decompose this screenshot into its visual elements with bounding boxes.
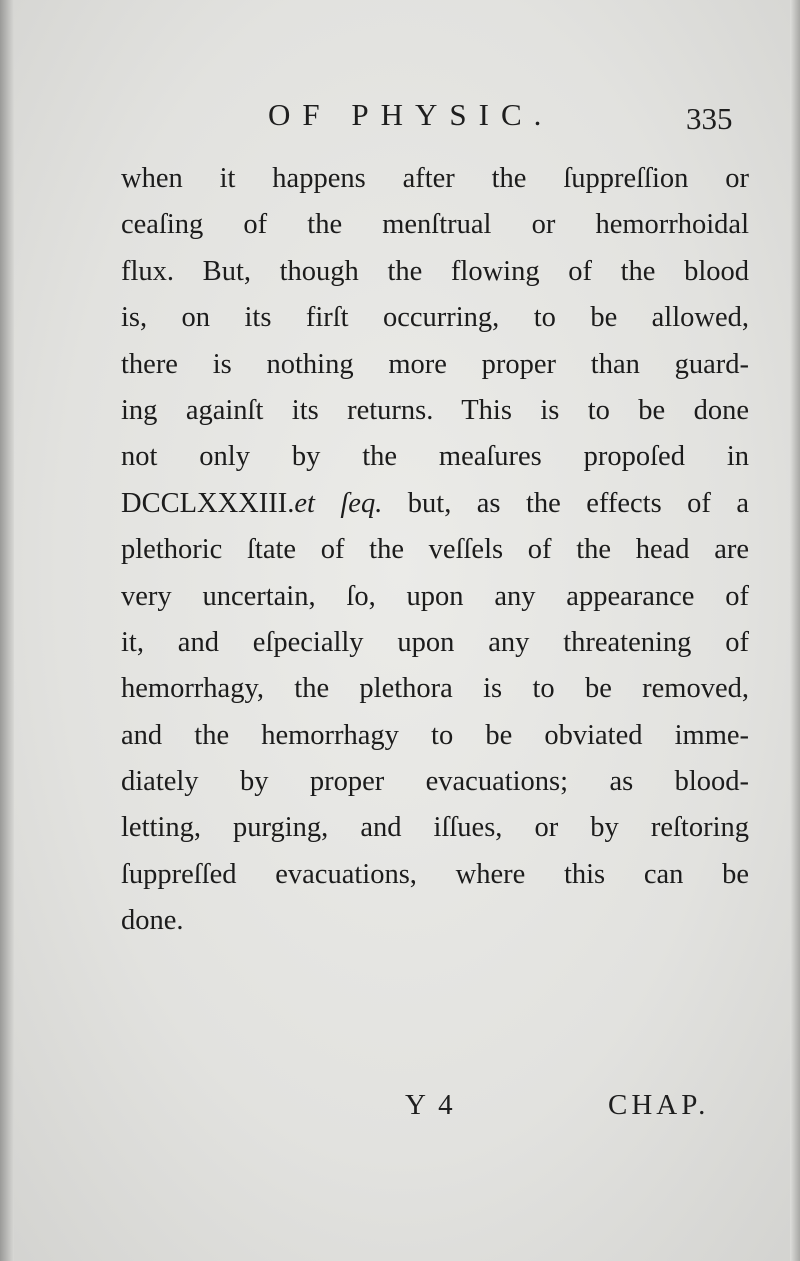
italic-abbreviation: et ſeq.: [294, 487, 383, 519]
page-number: 335: [686, 101, 733, 136]
text-line: flux. But, though the flowing of the blood: [121, 255, 749, 287]
catchword: CHAP.: [608, 1089, 710, 1121]
text-line: plethoric ſtate of the veſſels of the head are: [121, 534, 749, 566]
text-line: there is nothing more proper than guard-: [121, 348, 749, 380]
text-line: hemorrhagy, the plethora is to be removed,: [121, 673, 749, 705]
page-edge-left: [0, 0, 14, 1261]
text-line: ing againſt its returns. This is to be done: [121, 394, 749, 426]
line-remainder: but, as the effects of a: [382, 487, 749, 519]
signature-mark: Y 4: [405, 1089, 456, 1121]
text-line-with-italic: [121, 481, 749, 527]
text-line: when it happens after the ſuppreſſion or: [121, 163, 749, 194]
text-line-last: done.: [121, 905, 184, 937]
text-line: is, on its firſt occurring, to be allowed,: [121, 302, 749, 334]
body-text: [121, 156, 749, 945]
running-title: OF PHYSIC.: [268, 97, 554, 132]
text-line: letting, purging, and iſſues, or by reſtoring: [121, 812, 749, 844]
text-line: not only by the meaſures propoſed in: [121, 441, 749, 473]
text-line: ceaſing of the menſtrual or hemorrhoidal: [121, 209, 749, 241]
text-line: diately by proper evacuations; as blood-: [121, 766, 749, 798]
text-line: and the hemorrhagy to be obviated imme-: [121, 719, 749, 751]
running-head: [0, 92, 800, 142]
text-line: very uncertain, ſo, upon any appearance of: [121, 580, 749, 612]
page-edge-right: [790, 0, 800, 1261]
page-footer: [0, 1083, 800, 1133]
text-line: it, and eſpecially upon any threatening of: [121, 626, 749, 658]
roman-numeral: DCCLXXXIII.: [121, 487, 295, 519]
text-line: ſuppreſſed evacuations, where this can be: [121, 858, 749, 890]
